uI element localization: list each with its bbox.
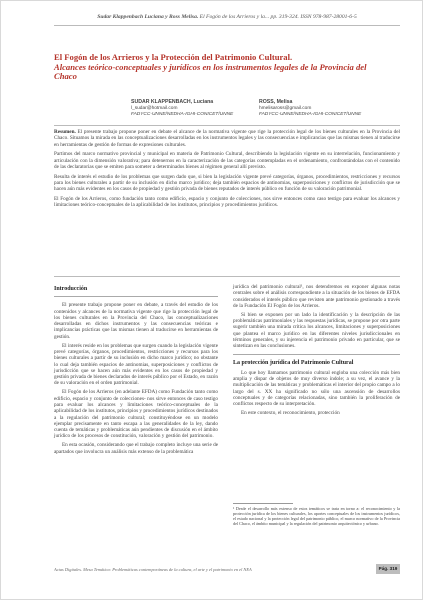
body-paragraph: El Fogón de los Arrieros (en adelante EFDA) como Fundación tanto como edificio, espacio y conjunto de colecciones- nos sirve entonces de caso testigo para evaluar los alcances y limitaciones teórico-conceptuales de la aplicabilidad de los institutos, principios y procedimientos jurídicos destinados a la regulación del patrimonio cultural; constituyéndose en un modelo ejemplar precisamente en tanto escapa a las generalidades de la ley, dando cuenta de temáticas y problemáticas aún pendientes de discusión en el ámbito jurídico de los procesos de constitución, valoración y gestión del patrimonio. <box>54 389 218 440</box>
header-rule <box>54 25 400 26</box>
author-affiliation: FADYCC-UNNE/NEDHA-IGHI-CONICET/UNNE <box>131 111 234 117</box>
abstract-top-rule <box>54 125 400 126</box>
author-block-1 <box>131 100 233 117</box>
left-column <box>54 284 218 458</box>
page-footer: Actas Digitales. Mesa Temática: Problemáticas contemporáneas de la cultura, el arte y el patrimonio en el NEA <box>54 567 252 572</box>
running-header <box>54 14 400 20</box>
body-paragraph: Lo que hoy llamamos patrimonio cultural engloba una colección más bien amplia y dispar de objetos de muy diverso índole; a su vez, el avance y la multiplicación de las temáticas y problemáticas el interior del propio campo a lo largo del s. XX ha significado no sólo una ascensión de desarrollos conceptuales y de categorías relacionadas, sino también la proliferación de conflictos respecto de su interpretación. <box>233 369 400 408</box>
body-paragraph: Si bien se exponen por un lado la identificación y la descripción de las problemáticas patrimoniales y las respuestas jurídicas, se propone por otra parte sugerir también una mirada crítica los alcances, limitaciones y superposiciones que plantea el marco jurídico en las diferentes niveles jurisdiccionales en términos generales, y su injerencia el patrimonio privado en particular, que se sintetizan en las conclusiones. <box>233 311 400 350</box>
header-authors: Sudar Klappenbach Luciana y Ross Melisa. <box>97 14 199 20</box>
section-rule <box>233 354 400 355</box>
article-title <box>54 53 384 82</box>
section-rule <box>54 296 218 297</box>
abstract-paragraph: Partimos del marco normativo provincial y municipal en materia de Patrimonio Cultural, describiendo la legislación vigente en su interrelación, funcionamiento y articulación con la dimensión valorativa; para detenernos en la caracterización de las categorías contempladas en el ordenamiento, confrontándolas con el contenido de las declaratorias que se emiten para someter a determinados bienes al régimen general allí previsto. <box>54 151 400 170</box>
abstract-paragraph: Resulta de interés el estudio de los problemas que surgen dado que, si bien la legislación vigente prevé categorías, órganos, procedimientos, restricciones y recursos para los bienes culturales a partir de su inclusión en dicho marco jurídico; deja también espacios de antinomias, superposiciones y conflictos de jurisdicción que se hacen aún más evidentes en los casos de propiedad y gestión privada de bienes reputados de interés público en función de su valoración patrimonial. <box>54 173 400 193</box>
footnote: ¹ Desde el desarrollo más extenso de estos temáticos se trata en torno a: el reconocimiento y la protección jurídica de los bienes culturales, los aportes conceptuales de los instrumentos jurídicos, el estado nacional y la protección legal del patrimonio público, el marco normativo de la Provincia del Chaco, el ámbito municipal y la regulación del patrimonio arquitectónico y urbano. <box>233 506 400 527</box>
title-main: El Fogón de los Arrieros y la Protección del Patrimonio Cultural. <box>54 52 293 62</box>
author-block-2 <box>259 100 361 117</box>
abstract-text: El presente trabajo propone poner en debate el alcance de la normativa vigente que rige la protección legal de los bienes culturales en la Provincia del Chaco. Situamos la mirada en las conceptualizaciones desarrolladas en los instrumentos legales y las consecuencias e implicancias que las mismas tienen al traducirse en herramientas de gestión de formas de expresiones culturales. <box>54 129 400 148</box>
author-email: hmelisaross@gmail.com <box>259 105 312 111</box>
author-name: SUDAR KLAPPENBACH, Luciana <box>131 99 214 105</box>
body-paragraph: jurídica del patrimonio cultural¹, nos detendremos en exponer algunas notas centrales sobre el análisis correspondiente a la situación de los bienes de EFDA considerados el interés público que revisten ante patrimonio gestionado a través de la Fundación El Fogón de los Arrieros. <box>233 284 400 309</box>
right-column <box>233 284 400 419</box>
author-name: ROSS, Melisa <box>259 99 293 105</box>
header-citation: El Fogón de los Arrieros y la... pp. 319-324. ISSN 978-987-28001-6-5 <box>199 14 357 20</box>
page-number-badge: Pág. 319 <box>376 564 400 574</box>
abstract-paragraph <box>54 129 400 148</box>
body-paragraph: En este contexto, el reconocimiento, protección <box>241 410 340 417</box>
abstract-label: Resumen. <box>54 129 76 135</box>
title-subtitle: Alcances teórico-conceptuales y jurídicos en los instrumentos legales de la Provincia del Chaco <box>54 61 367 82</box>
author-affiliation: FADYCC-UNNE/NEDHA-IGHI-CONICET/UNNE <box>259 111 362 117</box>
author-email: l_sudar@hotmail.com <box>131 105 178 111</box>
section-heading: Introducción <box>54 286 88 292</box>
footnote-rule <box>233 503 293 504</box>
abstract <box>54 129 400 212</box>
body-paragraph: El presente trabajo propone poner en debate, a través del estudio de los contenidos y alcances de la normativa vigente que rige la protección legal de los bienes culturales en la Provincia del Chaco, las conceptualizaciones desarrolladas en dichos instrumentos y las consecuencias teóricas e implicancias prácticas que las mismas tienen al traducirse en herramientas de gestión. <box>54 302 218 340</box>
abstract-paragraph: El Fogón de los Arrieros, como fundación tanto como edificio, espacio y conjunto de colecciones, nos sirve entonces como caso testigo para evaluar los alcances y limitaciones teórico-conceptuales de la aplicabilidad de los institutos, principios y procedimientos jurídicos. <box>54 195 400 209</box>
abstract-bottom-rule <box>54 276 400 277</box>
body-paragraph: El interés reside en los problemas que surgen cuando la legislación vigente prevé categorías, órganos, procedimientos, restricciones y recursos para los bienes culturales a partir de su inclusión en dicho marco jurídico; no obstante lo cual deja también espacios de antinomias, superposiciones y conflictos de jurisdicción que se hacen aún más evidentes en los casos de propiedad y gestión privada de bienes declarados de interés público por el Estado, en razón de su valoración en el orden patrimonial. <box>54 342 218 387</box>
body-paragraph: En esta ocasión, considerando que el trabajo completo incluye una serie de apartados que involucra un análisis más extenso de la problemática <box>54 442 218 455</box>
section-heading: La protección jurídica del Patrimonio Cultural <box>233 359 354 366</box>
